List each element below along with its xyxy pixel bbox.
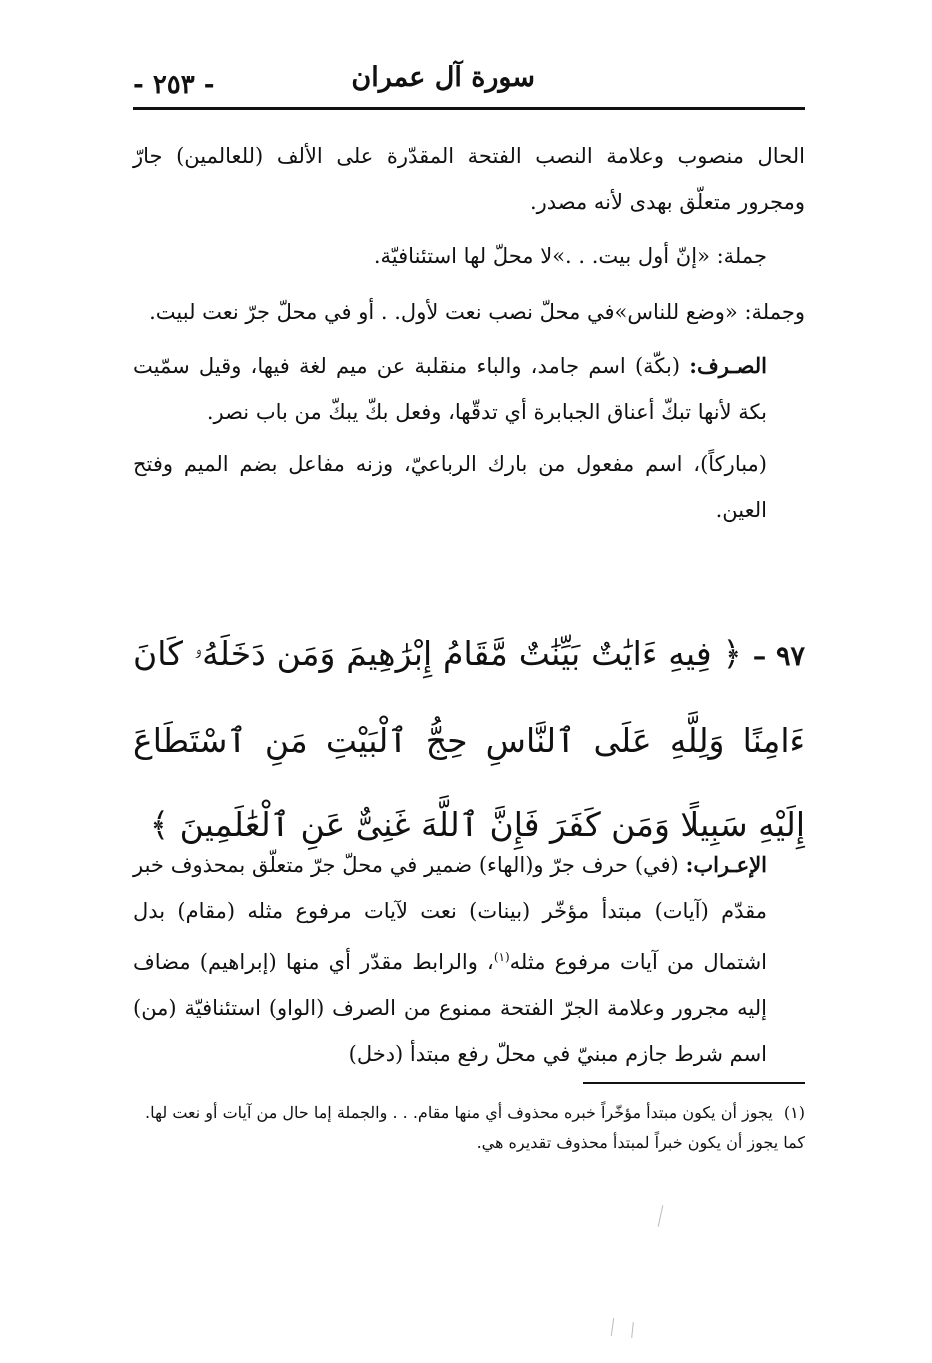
quran-verse bbox=[133, 612, 805, 867]
paragraph-sarf bbox=[133, 343, 805, 435]
scan-mark bbox=[631, 1322, 634, 1338]
sarf-text: (بكّة) اسم جامد، والباء منقلبة عن ميم لغة فيها، وقيل سمّيت بكة لأنها تبكّ أعناق الجبابرة أي تدقّها، وفعل بكّ يبكّ من باب نصر. bbox=[133, 354, 767, 424]
footnote-rule bbox=[583, 1082, 805, 1084]
sarf-label: الصـرف: bbox=[689, 353, 767, 378]
paragraph-inna: جملة: «إنّ أول بيت. . .»لا محلّ لها استئنافيّة. bbox=[373, 244, 767, 268]
irab-label: الإعـراب: bbox=[685, 852, 767, 877]
paragraph-irab bbox=[133, 842, 805, 1077]
paragraph-mubarakan: (مباركاً)، اسم مفعول من بارك الرباعيّ، وزنه مفاعل بضم الميم وفتح العين. bbox=[133, 452, 767, 522]
paragraph-wudia: وجملة: «وضع للناس»في محلّ نصب نعت لأول. . أو في محلّ جرّ نعت لبيت. bbox=[149, 300, 805, 324]
irab-section bbox=[133, 842, 805, 1077]
footnote-mark: (١) bbox=[783, 1103, 805, 1122]
footnote-reference[interactable]: (١) bbox=[493, 950, 510, 964]
grammar-paragraphs bbox=[133, 133, 805, 533]
scan-mark bbox=[611, 1318, 614, 1336]
irab-text: (في) حرف جرّ و(الهاء) ضمير في محلّ جرّ متعلّق بمحذوف خبر مقدّم (آيات) مبتدأ مؤخّر (بينات) نعت لآيات مرفوع مثله (مقام) بدل اشتمال من آيات مرفوع مثله bbox=[133, 853, 767, 974]
surah-title: سورة آل عمران bbox=[351, 62, 535, 93]
page-header bbox=[133, 62, 805, 106]
scan-mark bbox=[658, 1205, 664, 1227]
footnote bbox=[145, 1098, 805, 1158]
footnote-text: يجوز أن يكون مبتدأ مؤخّراً خبره محذوف أي منها مقام. . . والجملة إما حال من آيات أو نعت لها. كما يجوز أن يكون خبراً لمبتدأ محذوف تقديره هي. bbox=[145, 1103, 805, 1152]
verse-number: ٩٧ – bbox=[752, 641, 805, 672]
verse-text: ﴿ فِيهِ ءَايَٰتٌ بَيِّنَٰتٌ مَّقَامُ إِبْرَٰهِيمَ وَمَن دَخَلَهُۥ كَانَ ءَامِنًا وَلِلَّهِ عَلَى ٱلنَّاسِ حِجُّ ٱلْبَيْتِ مَنِ ٱسْتَطَاعَ إِلَيْهِ سَبِيلًا وَمَن كَفَرَ فَإِنَّ ٱللَّهَ غَنِىٌّ عَنِ ٱلْعَٰلَمِينَ ﴾ bbox=[133, 634, 805, 844]
page-number: - ٢٥٣ - bbox=[133, 70, 215, 100]
irab-text-continued: ، والرابط مقدّر أي منها (إبراهيم) مضاف إليه مجرور وعلامة الجرّ الفتحة ممنوع من الصرف (الواو) استئنافيّة (من) اسم شرط جازم مبنيّ في محلّ رفع مبتدأ (دخل) bbox=[133, 950, 767, 1066]
paragraph-hal: الحال منصوب وعلامة النصب الفتحة المقدّرة على الألف (للعالمين) جارّ ومجرور متعلّق بهدى لأنه مصدر. bbox=[133, 144, 805, 214]
header-rule bbox=[133, 107, 805, 110]
